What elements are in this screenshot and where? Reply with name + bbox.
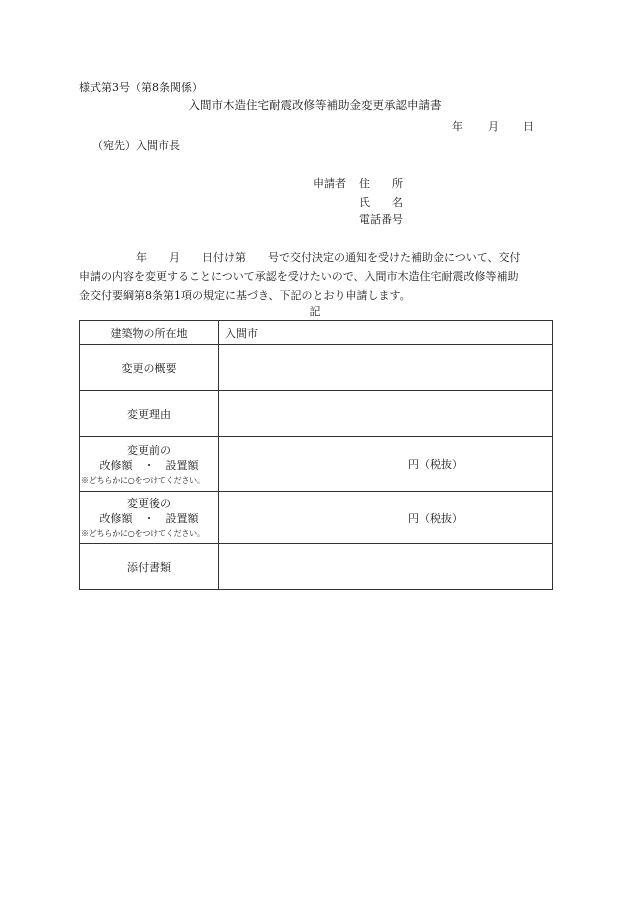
amount-before-label — [80, 437, 219, 492]
date-year-label: 年 — [452, 120, 463, 133]
change-reason-label: 変更理由 — [80, 391, 219, 437]
amount-after-note: ※どちらかに○をつけてください。 — [81, 529, 205, 538]
date-day-label: 日 — [523, 120, 534, 133]
record-heading: 記 — [309, 305, 321, 318]
date-month-label: 月 — [488, 120, 499, 133]
amount-after-label-line2: 改修額 ・ 設置額 — [99, 512, 199, 525]
amount-after-label-line1: 変更後の — [127, 497, 171, 510]
building-location-label: 建築物の所在地 — [80, 321, 219, 345]
body-paragraph — [79, 248, 559, 305]
document-title: 入間市木造住宅耐震改修等補助金変更承認申請書 — [188, 98, 442, 112]
building-location-value[interactable]: 入間市 — [219, 321, 553, 345]
table-row-change-reason — [80, 391, 553, 437]
body-line-3: 金交付要綱第8条第1項の規定に基づき、下記のとおり申請します。 — [79, 289, 411, 302]
form-number: 様式第3号（第8条関係） — [79, 81, 203, 94]
addressee: （宛先）入間市長 — [92, 139, 180, 152]
change-reason-field[interactable] — [219, 391, 553, 437]
applicant-label: 申請者 — [313, 177, 346, 190]
table-row-building-location — [80, 321, 553, 345]
body-line-1: 年 月 日付け第 号で交付決定の通知を受けた補助金について、交付 — [136, 251, 521, 264]
amount-before-label-line1: 変更前の — [127, 443, 171, 457]
amount-after-label — [80, 492, 219, 544]
amount-before-note: ※どちらかに○をつけてください。 — [81, 475, 205, 485]
table-row-amount-after — [80, 492, 553, 544]
applicant-name-label: 氏 名 — [359, 196, 403, 209]
attachments-label: 添付書類 — [80, 544, 219, 590]
table-row-attachments — [80, 544, 553, 590]
body-line-2: 申請の内容を変更することについて承認を受けたいので、入間市木造住宅耐震改修等補助 — [79, 270, 519, 283]
change-summary-field[interactable] — [219, 345, 553, 391]
table-row-amount-before — [80, 437, 553, 492]
amount-after-field[interactable]: 円（税抜） — [219, 492, 553, 544]
attachments-field[interactable] — [219, 544, 553, 590]
applicant-address-label: 住 所 — [359, 177, 403, 190]
applicant-phone-label: 電話番号 — [359, 213, 403, 226]
change-summary-label: 変更の概要 — [80, 345, 219, 391]
application-table — [79, 320, 553, 590]
amount-before-field[interactable]: 円（税抜） — [219, 437, 553, 492]
table-row-change-summary — [80, 345, 553, 391]
amount-before-label-line2: 改修額 ・ 設置額 — [99, 458, 199, 472]
